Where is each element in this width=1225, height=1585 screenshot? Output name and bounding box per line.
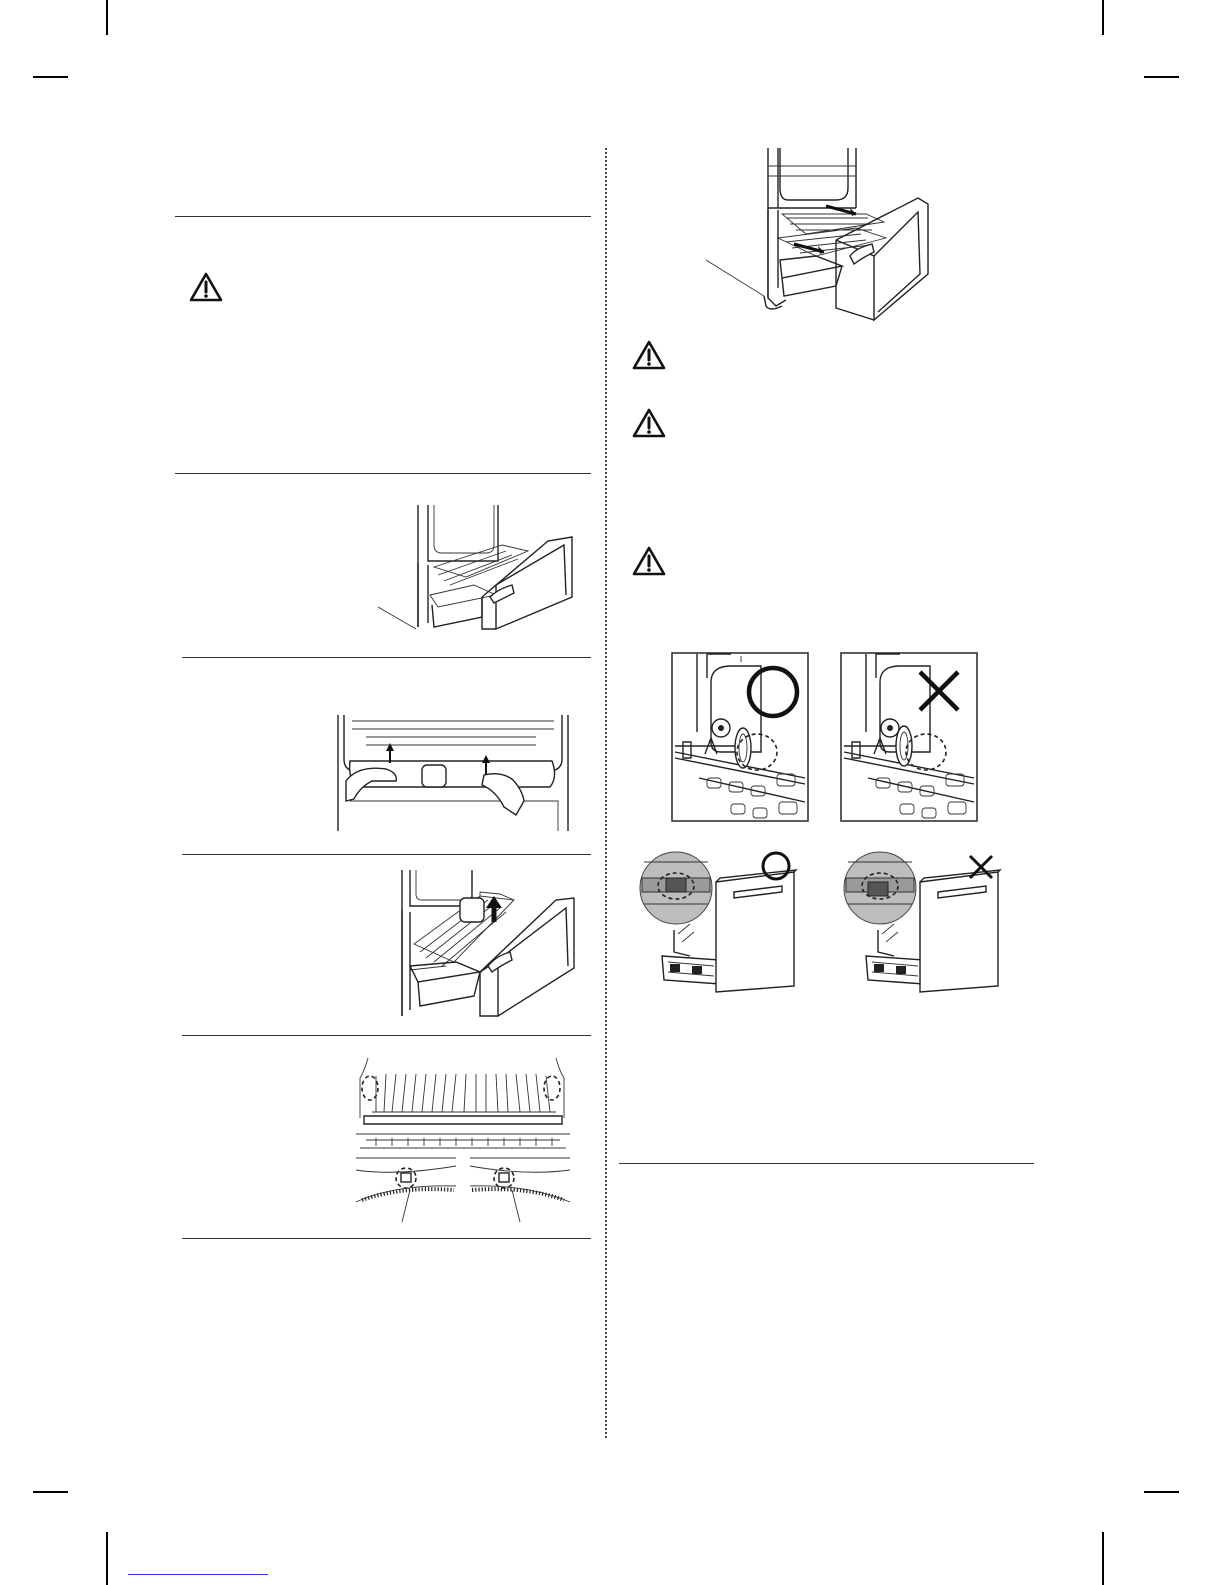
section-rule [619, 1163, 1034, 1164]
column-divider [605, 148, 607, 1438]
drawer-hook-correct-illustration [634, 852, 806, 1000]
crop-mark-bottom-right-h [1144, 1491, 1179, 1493]
step-rule [182, 1238, 591, 1239]
drawer-rails-illustration [706, 148, 938, 322]
warning-triangle-icon [189, 272, 223, 302]
warning-triangle-icon [632, 546, 666, 576]
section-rule [175, 473, 591, 474]
footer-link-underline[interactable] [128, 1574, 268, 1575]
crop-mark-top-left-v [106, 0, 108, 35]
crop-mark-top-right-v [1102, 0, 1104, 35]
cover-lift-illustration [336, 715, 572, 831]
warning-triangle-icon [632, 408, 666, 438]
crop-mark-bottom-left-v [106, 1532, 108, 1585]
shelf-detail-illustration [356, 1058, 570, 1222]
rail-wheel-correct-illustration [671, 652, 809, 822]
step-rule [182, 854, 591, 855]
rail-wheel-incorrect-illustration [840, 652, 978, 822]
section-rule [175, 216, 591, 217]
basket-lift-illustration [396, 870, 580, 1016]
step-rule [182, 657, 591, 658]
crop-mark-top-right-h [1144, 76, 1179, 78]
crop-mark-bottom-left-h [33, 1491, 68, 1493]
open-drawer-illustration [378, 505, 578, 635]
drawer-hook-incorrect-illustration [840, 852, 1012, 1000]
crop-mark-top-left-h [33, 76, 68, 78]
step-rule [182, 1035, 591, 1036]
crop-mark-bottom-right-v [1102, 1532, 1104, 1585]
warning-triangle-icon [632, 340, 666, 370]
